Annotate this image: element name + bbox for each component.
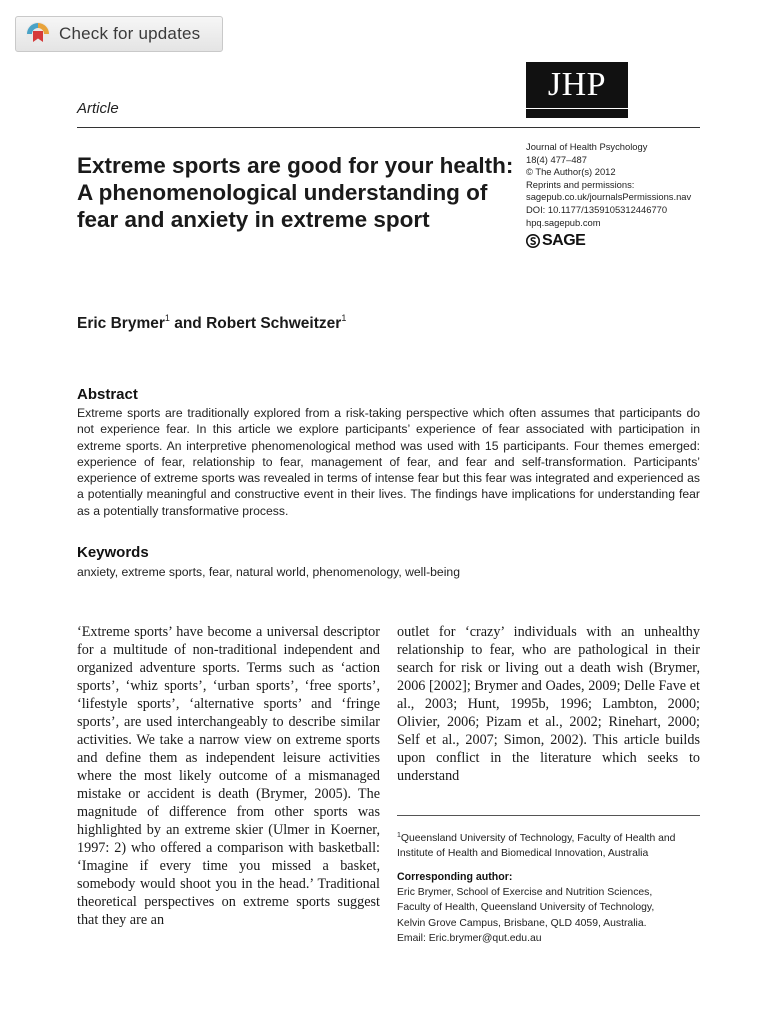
header-rule [77,127,700,128]
journal-logo-bar [526,109,628,118]
keywords-heading: Keywords [77,544,149,561]
check-for-updates-button[interactable] [15,16,223,52]
journal-site-link[interactable]: hpq.sagepub.com [526,216,601,228]
corresponding-email[interactable]: Email: Eric.brymer@qut.edu.au [397,933,542,945]
author-name: Eric Brymer [77,315,165,332]
footnote-rule [397,815,700,816]
journal-meta [526,141,706,229]
permissions-link[interactable]: sagepub.co.uk/journalsPermissions.nav [526,191,692,203]
check-for-updates-label: Check for updates [59,24,201,43]
sage-mark-icon [526,234,540,248]
affiliation-mark: 1 [341,313,347,323]
author-name: Robert Schweitzer [206,315,342,332]
corresponding-author-details [397,885,707,947]
corresponding-line: Faculty of Health, Queensland University of Technology, [397,902,655,914]
author-connector: and [169,315,207,332]
reprints-label: Reprints and permissions: [526,178,635,190]
author-list [77,313,346,333]
corresponding-author-heading: Corresponding author: [397,871,513,883]
body-column-right: outlet for ‘crazy’ individuals with an unhealthy relationship to fear, who are pathological in their search for risk or living out a death wish (Brymer, 2006 [2002]; Brymer and Oades, 2009; Delle Fave et al., 2003; Hunt, 1995b, 1996; Lambton, 2000; Olivier, 2006; Pizam et al., 2002; Rinehart, 2000; Self et al., 2007; Simon, 2002). This article builds upon conflict in the literature which seeks to understand [397,624,700,784]
journal-name: Journal of Health Psychology [526,141,648,152]
affiliation-note-mark: 1 [397,832,401,839]
copyright: © The Author(s) 2012 [526,166,616,178]
journal-logo: JHP [526,62,628,108]
journal-volume: 18(4) 477–487 [526,153,587,165]
body-column-left: ‘Extreme sports’ have become a universal descriptor for a multitude of non-traditional independent and organized adventure sports. Terms such as ‘action sports’, ‘whiz sports’, ‘urban sports’, ‘free sports’, ‘lifestyle sports’, ‘alternative sports’ and ‘fringe sports’, are used interchangeably to describe similar activities. We take a narrow view on extreme sports and define them as independent leisure activities where the most likely outcome of a mismanaged mistake or accident is death (Brymer, 2005). The magnitude of difference from other sports was highlighted by an extreme skier (Ulmer in Koerner, 1997: 2) who offered a comparison with basketball: ‘Imagine if every time you missed a basket, somebody would shoot you in the head.’ Traditional theoretical perspectives on extreme sports suggest that they are an [77,624,380,928]
abstract-heading: Abstract [77,386,138,403]
corresponding-line: Kelvin Grove Campus, Brisbane, QLD 4059, Australia. [397,917,647,929]
corresponding-line: Eric Brymer, School of Exercise and Nutrition Sciences, [397,887,653,898]
affiliation-mark: 1 [164,313,170,323]
publisher-logo [526,232,585,250]
article-type: Article [77,100,119,117]
check-for-updates-icon [25,21,51,47]
doi[interactable]: DOI: 10.1177/1359105312446770 [526,203,668,215]
article-title: Extreme sports are good for your health: A phenomenological understanding of fear and anxiety in extreme sport [77,153,514,232]
affiliation-note [397,828,707,862]
abstract-text: Extreme sports are traditionally explored from a risk-taking perspective which often assumes that participants do not experience fear. In this article we explore participants’ experience of fear associated with participation in extreme sports. An interpretive phenomenological method was used with 15 participants. Four themes emerged: experience of fear, relationship to fear, management of fear, and fear and self-transformation. Participants’ experience of extreme sports was revealed in terms of intense fear but this fear was integrated and experienced as a potentially meaningful and constructive event in their lives. The findings have implications for understanding fear as a potentially transformative process. [77,406,700,518]
affiliation-text: Queensland University of Technology, Faculty of Health and Institute of Health and Biomedical Innovation, Australia [397,833,676,860]
keywords-text: anxiety, extreme sports, fear, natural world, phenomenology, well-being [77,565,460,579]
publisher-name: SAGE [542,232,586,249]
